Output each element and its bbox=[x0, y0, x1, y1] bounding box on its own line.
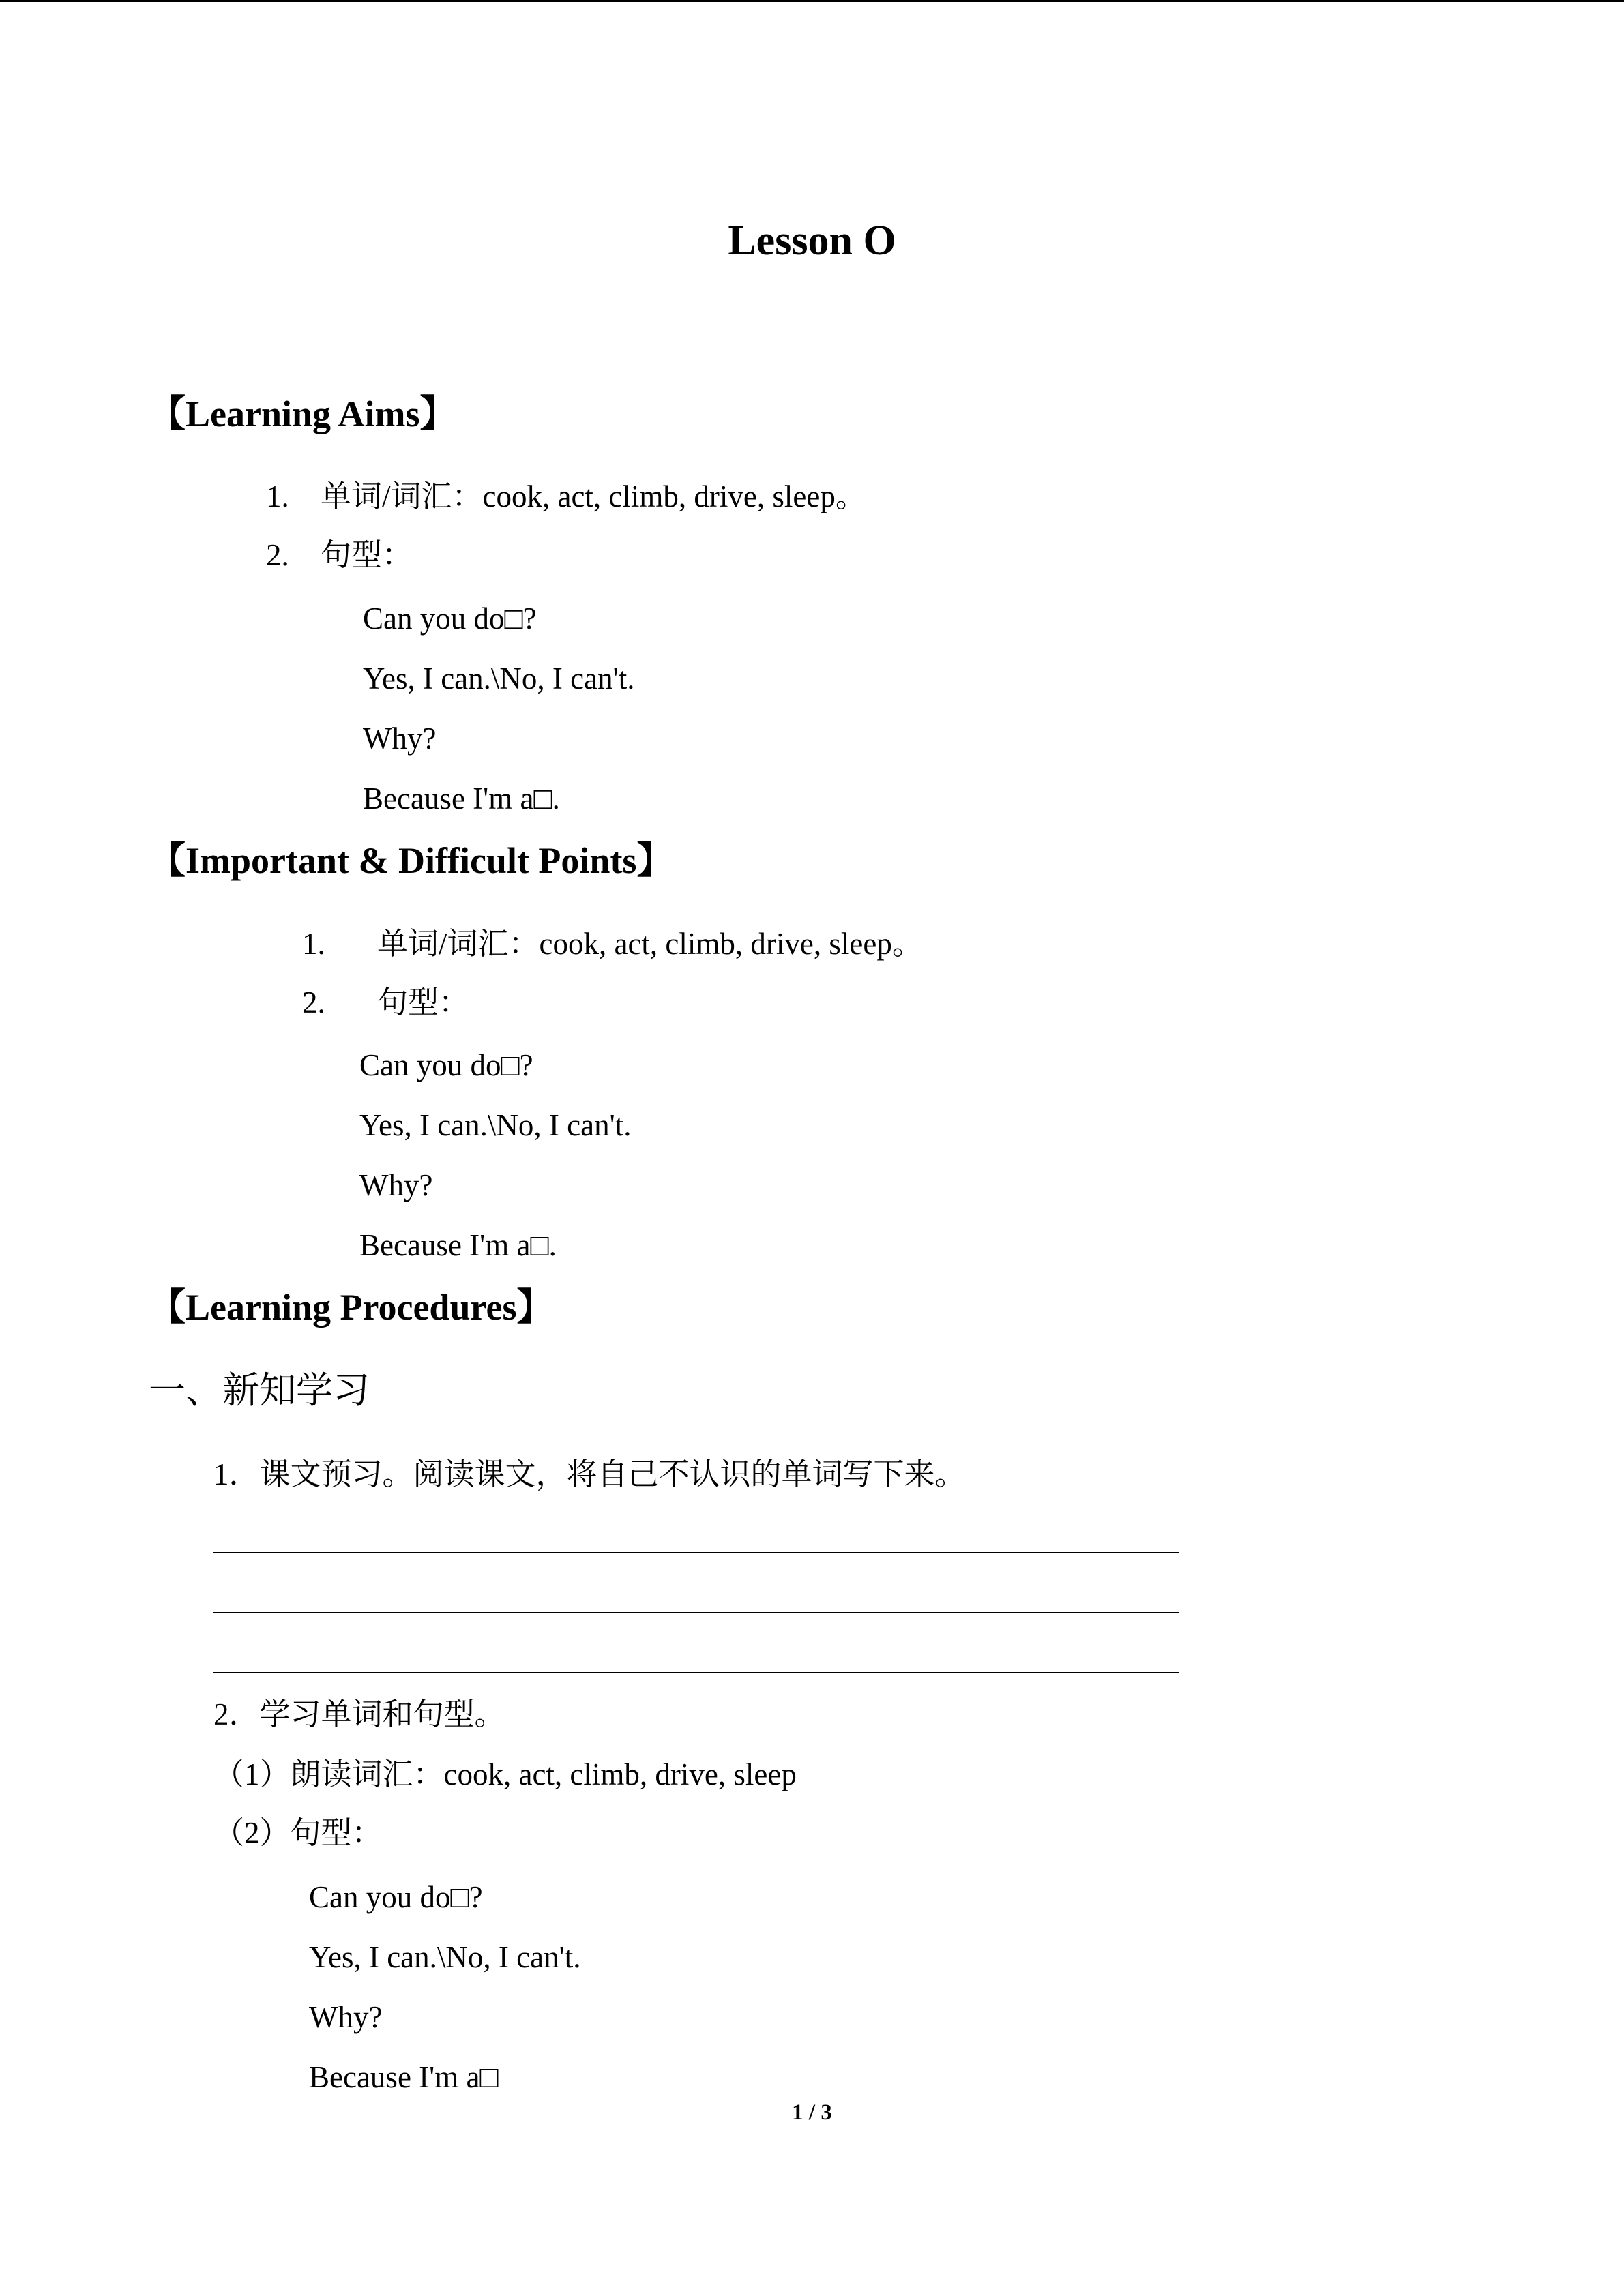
aims-item-1 bbox=[266, 481, 866, 512]
section-new-knowledge: 一、新知学习 bbox=[149, 1370, 370, 1411]
aims-sentence-1: Can you do□? bbox=[363, 601, 537, 636]
answer-line-3[interactable] bbox=[213, 1672, 1179, 1673]
points-sentence-4: Because I'm a□. bbox=[359, 1228, 557, 1262]
points-item-2 bbox=[302, 987, 469, 1018]
task-1-text: 1．课文预习。阅读课文，将自己不认识的单词写下来。 bbox=[213, 1457, 966, 1491]
important-points-heading: 【Important & Difficult Points】 bbox=[149, 840, 674, 881]
page-number: 1 / 3 bbox=[792, 2100, 832, 2125]
procedures-sentence-1: Can you do□? bbox=[309, 1880, 483, 1914]
sub-task-1: （1）朗读词汇：cook, act, climb, drive, sleep bbox=[213, 1757, 797, 1791]
points-item-2-text: 句型： bbox=[377, 985, 470, 1019]
answer-line-1[interactable] bbox=[213, 1552, 1179, 1553]
procedures-sentence-4: Because I'm a□ bbox=[309, 2060, 499, 2094]
page-title: Lesson O bbox=[728, 218, 896, 264]
aims-sentence-2: Yes, I can.\No, I can't. bbox=[363, 661, 635, 696]
points-item-2-number: 2. bbox=[302, 985, 325, 1019]
aims-item-2 bbox=[266, 540, 413, 571]
learning-aims-heading: 【Learning Aims】 bbox=[149, 393, 457, 434]
sub-task-2: （2）句型： bbox=[213, 1816, 383, 1850]
procedures-sentence-3: Why? bbox=[309, 2000, 383, 2034]
points-item-1-text: 单词/词汇：cook, act, climb, drive, sleep。 bbox=[377, 927, 923, 961]
aims-item-1-number: 1. bbox=[266, 479, 289, 513]
aims-sentence-4: Because I'm a□. bbox=[363, 781, 560, 816]
points-sentence-2: Yes, I can.\No, I can't. bbox=[359, 1108, 632, 1142]
aims-item-2-text: 句型： bbox=[321, 538, 413, 572]
points-sentence-1: Can you do□? bbox=[359, 1048, 533, 1082]
aims-item-2-number: 2. bbox=[266, 538, 289, 572]
aims-sentence-3: Why? bbox=[363, 721, 437, 756]
answer-line-2[interactable] bbox=[213, 1612, 1179, 1613]
task-2-text: 2．学习单词和句型。 bbox=[213, 1697, 505, 1731]
procedures-heading: 【Learning Procedures】 bbox=[149, 1287, 554, 1328]
procedures-sentence-2: Yes, I can.\No, I can't. bbox=[309, 1940, 581, 1974]
page-top-border bbox=[0, 0, 1624, 2]
aims-item-1-text: 单词/词汇：cook, act, climb, drive, sleep。 bbox=[321, 479, 866, 513]
points-item-1 bbox=[302, 929, 923, 959]
points-item-1-number: 1. bbox=[302, 927, 325, 961]
points-sentence-3: Why? bbox=[359, 1168, 433, 1202]
